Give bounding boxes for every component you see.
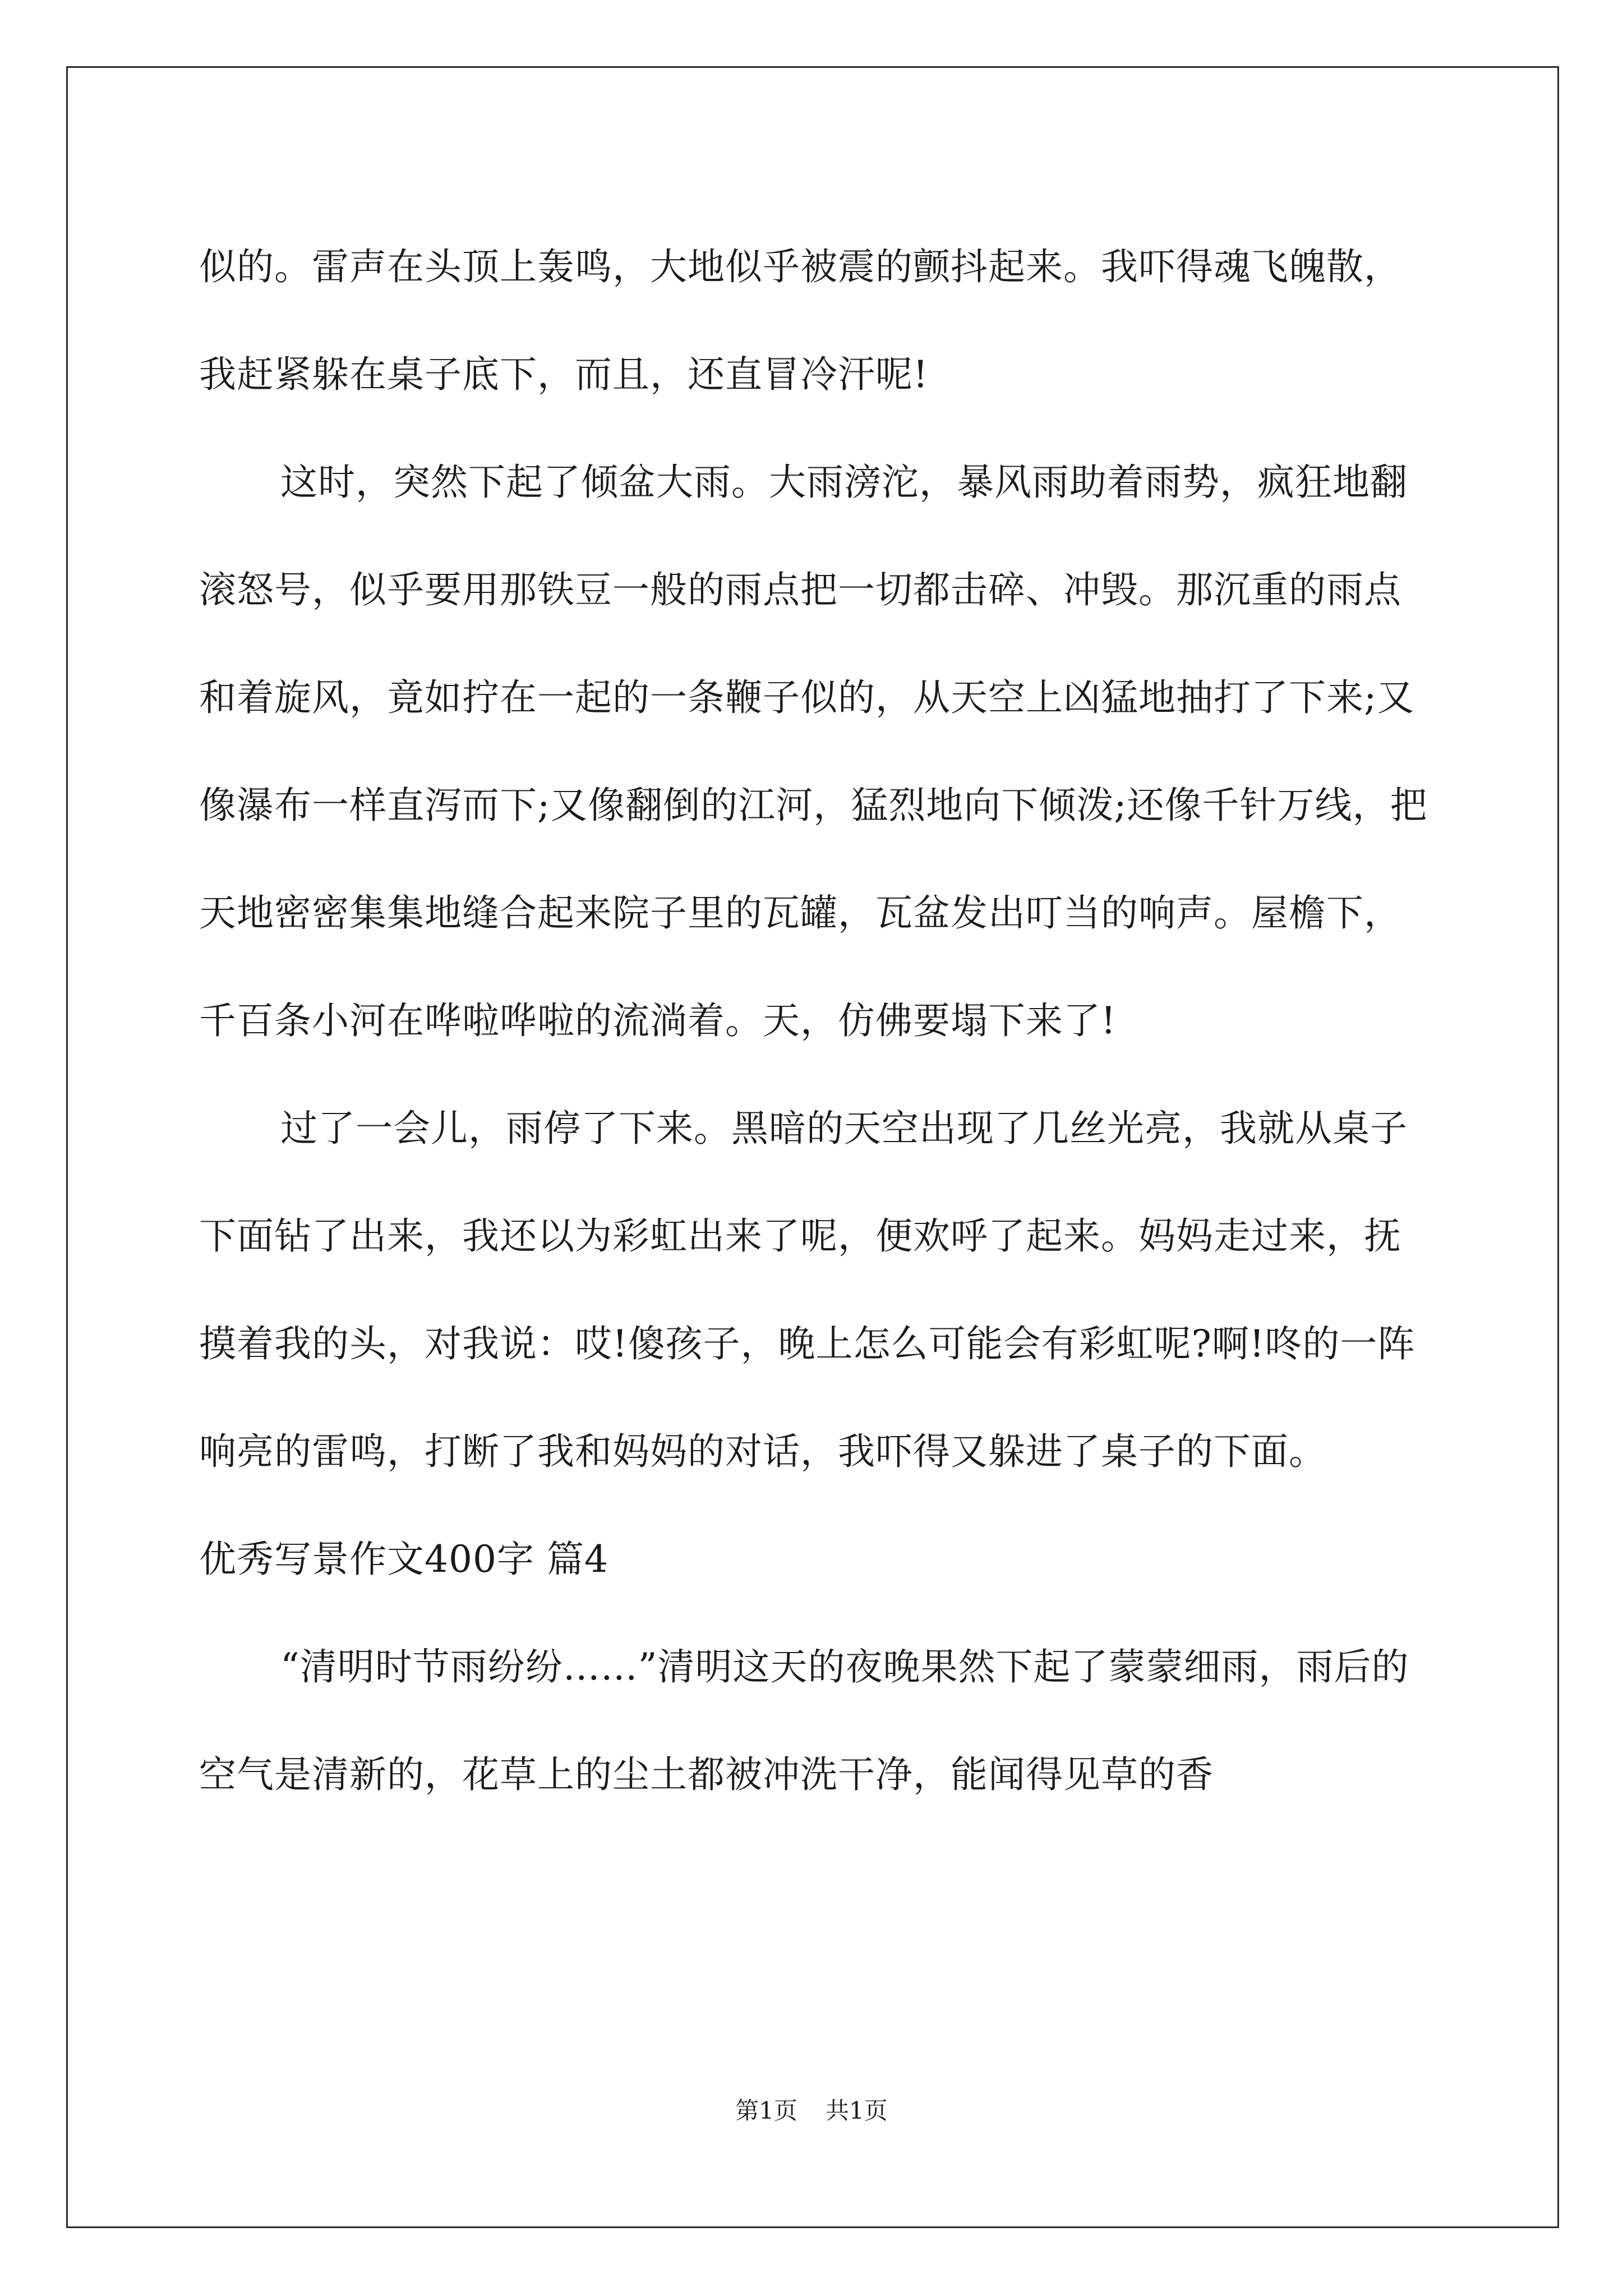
- paragraph: 似的。雷声在头顶上轰鸣，大地似乎被震的颤抖起来。我吓得魂飞魄散，我赶紧躲在桌子底下，而且，还直冒冷汗呢!: [199, 245, 1401, 396]
- section-heading: 优秀写景作文400字 篇4: [199, 1538, 608, 1581]
- paragraph: 过了一会儿，雨停了下来。黑暗的天空出现了几丝光亮，我就从桌子下面钻了出来，我还以为彩虹出来了呢，便欢呼了起来。妈妈走过来，抚摸着我的头，对我说：哎!傻孩子，晚上怎么可能会有彩虹呢?啊!咚的一阵响亮的雷鸣，打断了我和妈妈的对话，我吓得又躲进了桌子的下面。: [199, 1107, 1415, 1473]
- document-body: [199, 213, 1433, 1829]
- page-footer: [0, 2092, 1623, 2126]
- page-number: 第1页: [735, 2097, 797, 2124]
- paragraph: 这时，突然下起了倾盆大雨。大雨滂沱，暴风雨助着雨势，疯狂地翻滚怒号，似乎要用那铁豆一般的雨点把一切都击碎、冲毁。那沉重的雨点和着旋风，竟如拧在一起的一条鞭子似的，从天空上凶猛地抽打了下来;又像瀑布一样直泻而下;又像翻倒的江河，猛烈地向下倾泼;还像千针万线，把天地密密集集地缝合起来院子里的瓦罐，瓦盆发出叮当的响声。屋檐下，千百条小河在哗啦哗啦的流淌着。天，仿佛要塌下来了!: [199, 461, 1428, 1042]
- paragraph: “清明时节雨纷纷……”清明这天的夜晚果然下起了蒙蒙细雨，雨后的空气是清新的，花草上的尘土都被冲洗干净，能闻得见草的香: [199, 1645, 1409, 1796]
- page-total: 共1页: [826, 2097, 888, 2124]
